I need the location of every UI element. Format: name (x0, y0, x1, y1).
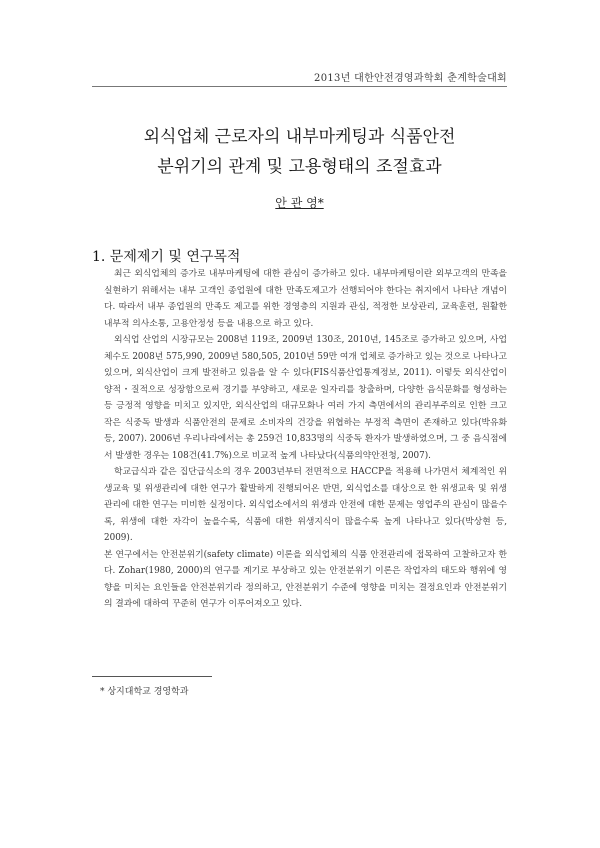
paragraph-2: 외식업 산업의 시장규모는 2008년 119조, 2009년 130조, 2010년, 145조로 증가하고 있으며, 사업체수도 2008년 575,990, 2009년 580,505, 2010년 59만 여개 업체로 증가하고 있는 것으로 나타나고 있으며, 외식산업이 크게 발전하고 있음을 알 수 있다(FIS식품산업통계정보, 2011). 이렇듯 외식산업이 양적・질적으로 성장함으로써 경기를 부양하고, 새로운 일자리를 창출하며, 다양한 음식문화를 형성하는 등 긍정적 영향을 미치고 있지만, 외식산업의 대규모화나 여러 가지 측면에서의 관리부주의로 인한 크고 작은 식중독 발생과 식품안전의 문제로 소비자의 건강을 위협하는 부정적 측면이 존재하고 있다(박유화 등, 2007). 2006년 우리나라에서는 총 259건 10,833명의 식중독 환자가 발생하였으며, 그 중 음식점에서 발생한 경우는 108건(41.7%)으로 비교적 높게 나타났다(식품의약안전청, 2007). (104, 335, 507, 461)
body-text (104, 266, 507, 613)
paragraph-4: 본 연구에서는 안전분위기(safety climate) 이론을 외식업체의 식품 안전관리에 접목하여 고찰하고자 한다. Zohar(1980, 2000)의 연구를 계기로 부상하고 있는 안전분위기 이론은 작업자의 태도와 행위에 영향을 미치는 요인들을 안전분위기라 정의하고, 안전분위기 수준에 영향을 미치는 결정요인과 안전분위기의 결과에 대하여 꾸준히 연구가 이루어져오고 있다. (104, 549, 507, 609)
header-rule (92, 86, 507, 87)
author-name: 안 관 영* (275, 196, 324, 210)
paper-title-line-1: 외식업체 근로자의 내부마케팅과 식품안전 (143, 127, 456, 147)
footnote-rule (92, 676, 212, 677)
paragraph-1: 최근 외식업체의 증가로 내부마케팅에 대한 관심이 증가하고 있다. 내부마케팅이란 외부고객의 만족을 실현하기 위해서는 내부 고객인 종업원에 대한 만족도제고가 선행되어야 한다는 취지에서 나타난 개념이다. 따라서 내부 종업원의 만족도 제고를 위한 경영층의 지원과 관심, 적정한 보상관리, 교육훈련, 원활한 내부적 의사소통, 고용안정성 등을 내용으로 하고 있다. (104, 269, 507, 329)
paragraph-3: 학교급식과 같은 집단급식소의 경우 2003년부터 전면적으로 HACCP을 적용해 나가면서 체계적인 위생교육 및 위생관리에 대한 연구가 활발하게 진행되어온 반면, 외식업소를 대상으로 한 위생교육 및 위생관리에 대한 연구는 미비한 실정이다. 외식업소에서의 위생과 안전에 대한 문제는 영업주의 관심이 많을수록, 위생에 대한 자각이 높을수록, 식품에 대한 위생지식이 많을수록 높게 나타나고 있다(박상현 등, 2009). (104, 467, 507, 543)
section-heading: 1. 문제제기 및 연구목적 (92, 248, 241, 265)
running-header: 2013년 대한안전경영과학회 춘계학술대회 (314, 73, 507, 84)
paper-title (92, 122, 507, 182)
footnote: * 상지대학교 경영학과 (100, 687, 189, 697)
paper-title-line-2: 분위기의 관계 및 고용형태의 조절효과 (157, 157, 442, 177)
author-line (92, 194, 507, 211)
